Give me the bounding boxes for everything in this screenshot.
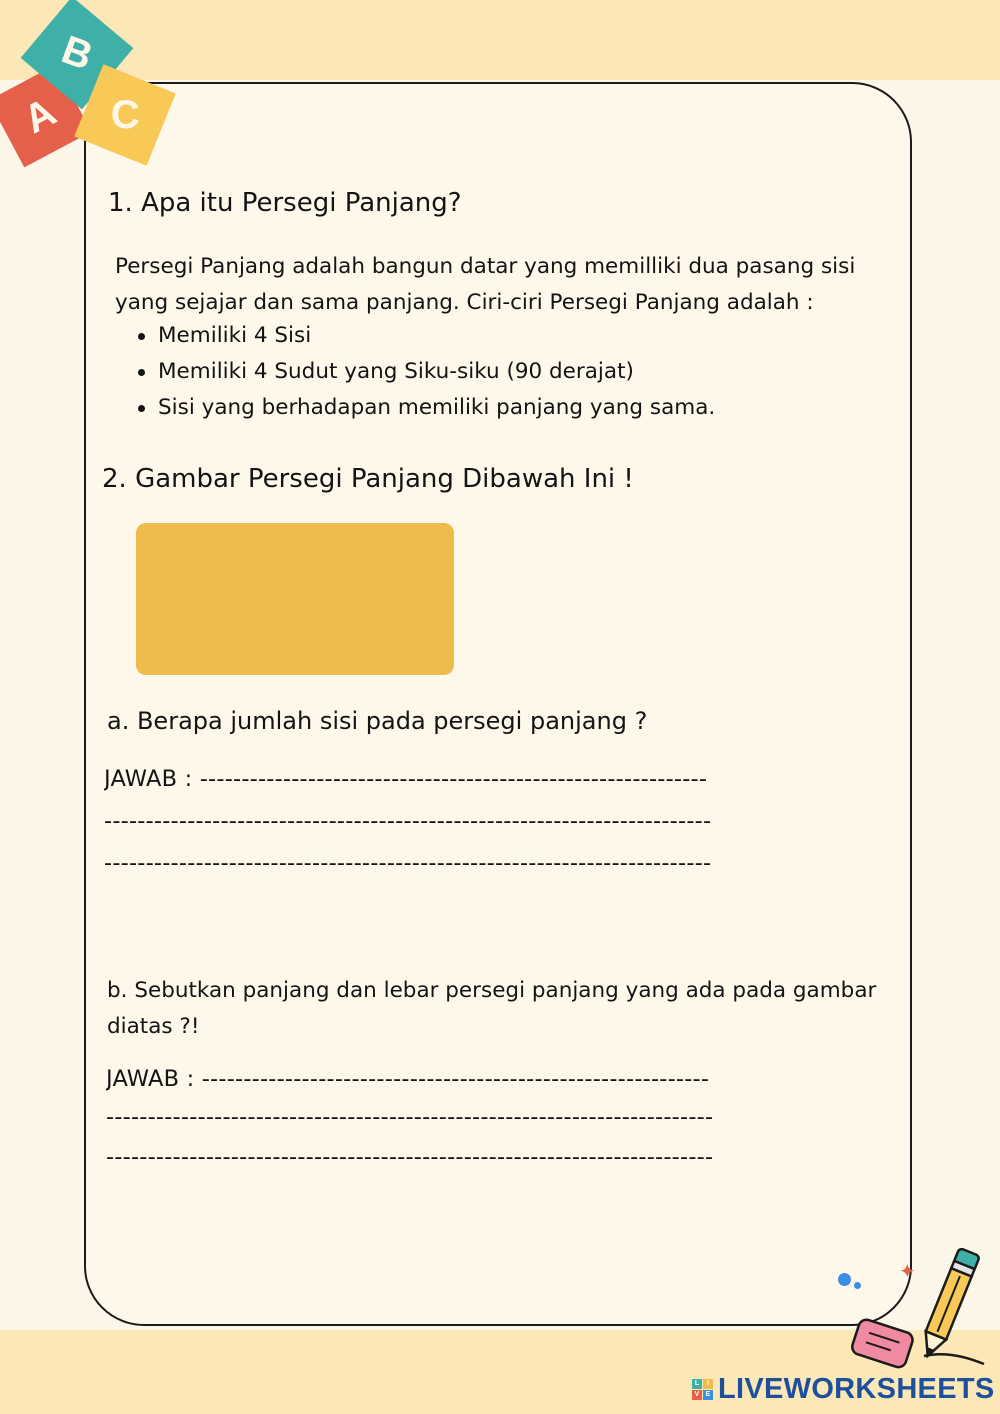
top-band: [0, 0, 1000, 80]
eraser-icon: [846, 1316, 922, 1374]
answer-a-line-3[interactable]: -------------------------------------------------------------------------: [104, 850, 712, 876]
question-1-title: 1. Apa itu Persegi Panjang?: [108, 188, 462, 218]
list-item: Memiliki 4 Sisi: [132, 318, 715, 354]
answer-a-line-2[interactable]: -------------------------------------------------------------------------: [104, 808, 712, 834]
characteristics-list: [132, 318, 715, 426]
letter-block-b: B: [21, 0, 134, 109]
answer-b-line-2[interactable]: -------------------------------------------------------------------------: [106, 1104, 714, 1130]
liveworksheets-logo[interactable]: [692, 1373, 995, 1405]
rectangle-figure: [136, 523, 454, 675]
question-2b-text: b. Sebutkan panjang dan lebar persegi panjang yang ada pada gambar diatas ?!: [107, 978, 877, 1039]
answer-b-line-3[interactable]: -------------------------------------------------------------------------: [106, 1144, 714, 1170]
list-item: Memiliki 4 Sudut yang Siku-siku (90 derajat): [132, 354, 715, 390]
bullet-icon: [138, 333, 145, 340]
letter-block-a: A: [0, 65, 91, 168]
bullet-icon: [138, 405, 145, 412]
question-2-title: 2. Gambar Persegi Panjang Dibawah Ini !: [102, 464, 634, 494]
list-item: Sisi yang berhadapan memiliki panjang yang sama.: [132, 390, 715, 426]
logo-mark-icon: L I V E: [692, 1379, 713, 1400]
question-2a-text: a. Berapa jumlah sisi pada persegi panjang ?: [107, 707, 648, 735]
letter-block-c: C: [74, 64, 176, 166]
answer-b-line-1[interactable]: JAWAB : -------------------------------------------------------------: [106, 1066, 710, 1092]
decor-dot: [854, 1282, 861, 1289]
sparkle-icon: ✦: [899, 1259, 916, 1283]
bullet-icon: [138, 369, 145, 376]
answer-a-line-1[interactable]: JAWAB : -------------------------------------------------------------: [104, 766, 708, 792]
logo-text: LIVEWORKSHEETS: [718, 1372, 995, 1405]
decor-dot: [838, 1273, 851, 1286]
question-1-paragraph: Persegi Panjang adalah bangun datar yang memilliki dua pasang sisi yang sejajar dan sama panjang. Ciri-ciri Persegi Panjang adalah :: [115, 254, 856, 315]
